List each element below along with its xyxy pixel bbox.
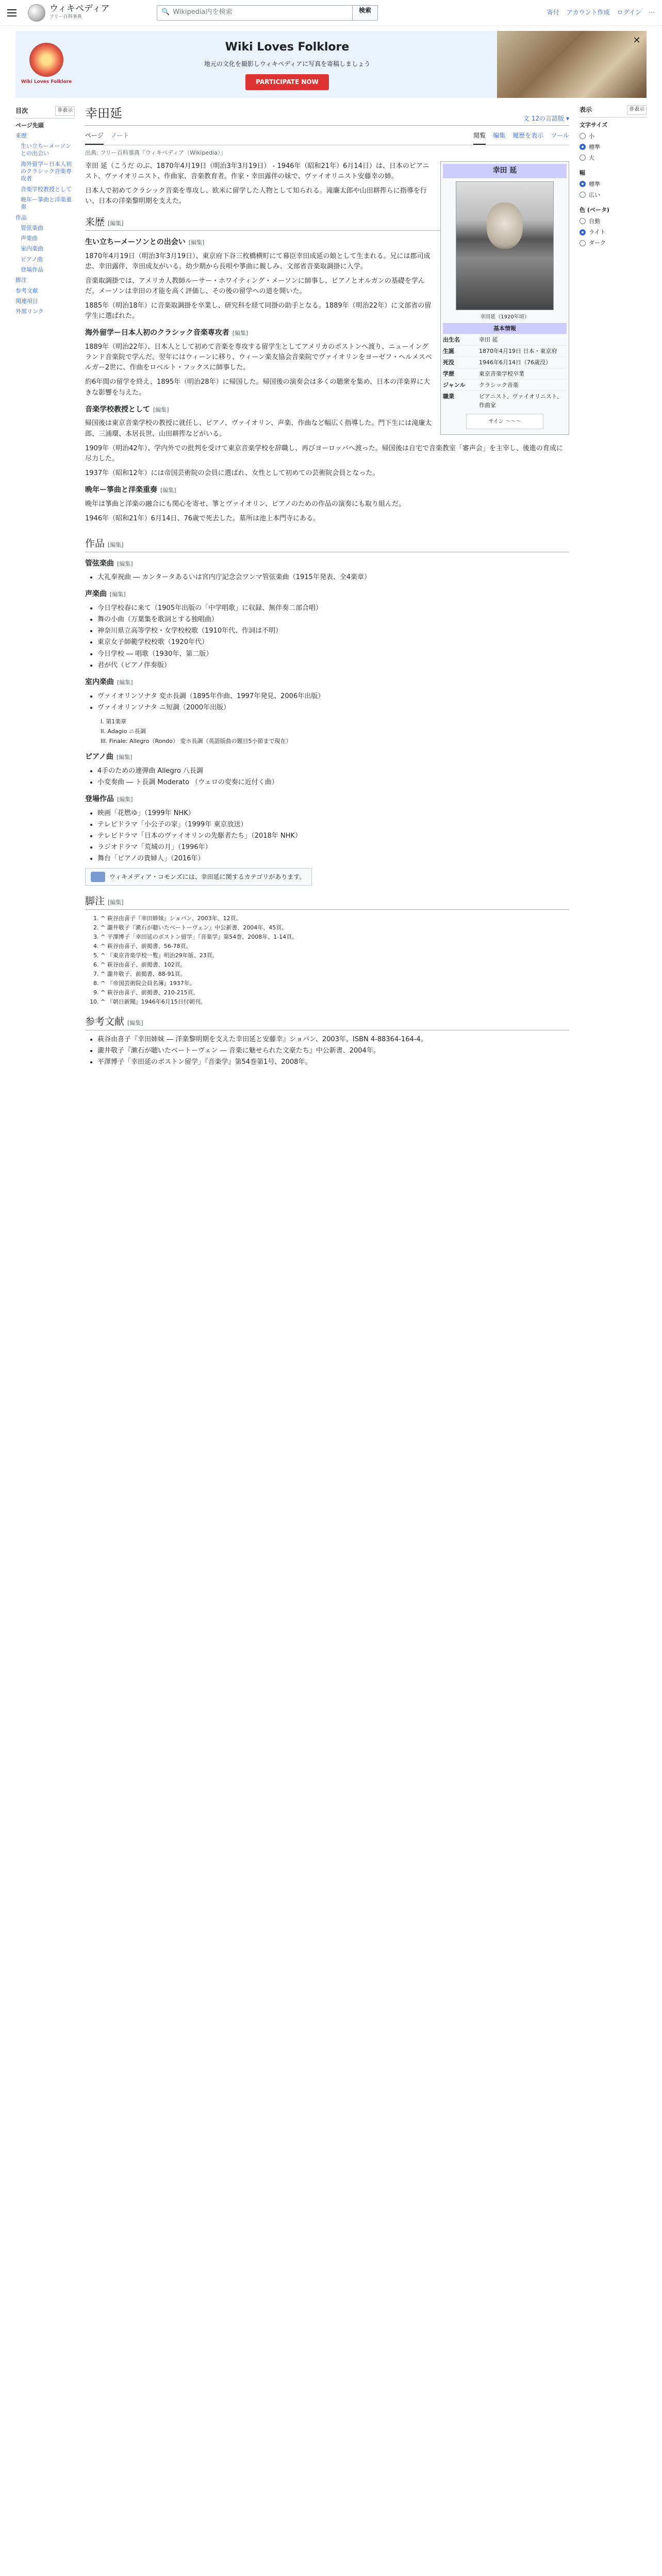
option-label: 標準 [589, 143, 600, 150]
search-icon: 🔍 [161, 8, 170, 16]
list-item: • 東京女子師範学校校歌（1920年代） [97, 637, 569, 648]
option-label: ダーク [589, 240, 606, 247]
edit-link[interactable]: [編集] [160, 487, 176, 494]
paragraph: 1889年（明治22年）、日本人として初めて音楽を専攻する留学生としてアメリカのボストンへ渡り、ニューイングランド音楽院で学んだ。翌年にはウィーンに移り、ウィーン楽友協会音楽院でヴァイオリンをヨーゼフ・ヘルメスベルガー2世に、作曲をロベルト・フックスに師事した。 [85, 343, 432, 372]
paragraph: 晩年は箏曲と洋楽の融合にも関心を寄せ、箏とヴァイオリン、ピアノのための作品の演奏にも取り組んだ。 [85, 500, 406, 508]
display-header [580, 105, 647, 117]
option-group-label: 文字サイズ [580, 121, 608, 128]
search-input[interactable] [157, 5, 353, 21]
list-item: 6. ^ 萩谷由喜子、前掲書、102頁。 [101, 960, 569, 969]
toc-item[interactable]: 関連項目 [15, 297, 38, 304]
edit-link[interactable]: [編集] [117, 795, 133, 803]
list-item: • 君が代（ピアノ伴奏版） [97, 660, 569, 671]
toc-item[interactable]: 登場作品 [21, 266, 43, 274]
toc-item[interactable]: 参考文献 [15, 287, 38, 294]
infobox-label: 出生名 [443, 336, 460, 344]
toc-item[interactable]: 作品 [15, 214, 27, 221]
list-item: 2. ^ 瀧井敬子『漱石が聴いたベートーヴェン』中公新書、2004年、45頁。 [101, 923, 569, 932]
banner-title: Wiki Loves Folklore [225, 41, 350, 54]
infobox-row [443, 345, 567, 357]
edit-link[interactable]: [編集] [116, 754, 133, 761]
tagline: 出典: フリー百科事典『ウィキペディア（Wikipedia）』 [85, 149, 226, 156]
infobox-title: 幸田 延 [443, 164, 567, 178]
list-item: II. Adagio ニ長調 [101, 727, 146, 735]
list-item: • テレビドラマ「小公子の家」（1999年 東京放送） [97, 820, 569, 830]
toc-item[interactable]: 外部リンク [15, 308, 44, 315]
list-item: • ラジオドラマ「荒城の月」（1996年） [97, 842, 569, 853]
table-of-contents [15, 104, 75, 1072]
infobox-label: ジャンル [443, 382, 466, 389]
commons-icon [91, 872, 105, 882]
list-item: • 瀧井敬子『漱石が聴いたベートーヴェン ― 音楽に魅せられた文豪たち』中公新書、2004年。 [97, 1046, 569, 1056]
edit-link[interactable]: [編集] [108, 541, 124, 549]
signature-glyph: 〜〜〜 [505, 418, 521, 425]
list-item: III. Finale: Allegro（Rondo） 変ホ長調（英語版曲の題目5小節まで現在） [101, 737, 292, 744]
display-option-group [580, 206, 647, 248]
edit-link[interactable]: [編集] [188, 239, 205, 246]
campaign-banner [15, 31, 647, 98]
list-piano [97, 766, 569, 788]
paragraph: 1885年（明治18年）に音楽取調掛を卒業し、研究科を経て同掛の助手となる。1889年（明治22年）に文部省の留学生に選ばれた。 [85, 302, 432, 320]
list-item: 10. ^ 『朝日新聞』1946年6月15日付朝刊。 [101, 997, 569, 1006]
radio-icon[interactable] [580, 192, 586, 198]
section-vocal: 声楽曲 [編集] [85, 590, 126, 599]
portrait-photo[interactable] [456, 181, 554, 310]
toc-item[interactable]: ピアノ曲 [21, 256, 43, 263]
search-button[interactable]: 検索 [353, 5, 378, 21]
display-option[interactable] [580, 227, 647, 238]
article-body [85, 161, 569, 1067]
photo-caption: 幸田延（1920年頃） [480, 314, 529, 320]
display-option[interactable] [580, 142, 647, 152]
tab-page[interactable]: ページ [85, 128, 104, 145]
list-item: • 映画「花燃ゆ」（1999年 NHK） [97, 808, 569, 819]
section-early: 生い立ちーメーソンとの出会い [編集] [85, 238, 205, 246]
list-item: 8. ^ 『帝国芸術院会員名簿』1937年。 [101, 979, 569, 988]
section-history: 来歴 [編集] [85, 215, 569, 230]
list-item: • 4手のための連弾曲 Allegro 八長調 [97, 766, 569, 776]
logo-subtitle: フリー百科事典 [49, 14, 82, 20]
radio-icon[interactable] [580, 218, 586, 224]
list-item: • 今日学校春に来て（1905年出版の「中学唱歌」に収録、無伴奏二部合唱） [97, 603, 569, 614]
language-count: 12の言語版 [531, 114, 564, 122]
infobox-value: 1870年4月19日 日本・東京府 [479, 348, 557, 355]
donate-link[interactable]: 寄付 [547, 9, 559, 16]
main-menu-button[interactable] [7, 6, 21, 20]
page-title: 幸田延 [85, 106, 122, 121]
infobox [440, 161, 569, 435]
section-orchestral: 管弦楽曲 [編集] [85, 559, 133, 568]
list-orchestral [97, 572, 569, 583]
signature-label: サイン [488, 418, 504, 425]
list-chamber [97, 691, 569, 713]
list-item: • 今日学校 ― 唱歌（1930年、第二版） [97, 649, 569, 659]
option-label: 小 [589, 132, 594, 140]
list-vocal [97, 603, 569, 671]
infobox-rows [443, 334, 567, 411]
section-media: 登場作品 [編集] [85, 794, 133, 803]
display-option[interactable] [580, 190, 647, 200]
close-icon[interactable]: ✕ [633, 35, 641, 46]
list-item: 3. ^ 平澤博子「幸田延のボストン留学」『音楽学』第54巻、2008年、1-14頁。 [101, 933, 569, 941]
section-piano: ピアノ曲 [編集] [85, 753, 133, 761]
edit-link[interactable]: [編集] [108, 899, 124, 906]
lead-paragraph: 幸田 延（こうだ のぶ、1870年4月19日（明治3年3月19日） - 1946年（昭和21年）6月14日）は、日本のピアニスト、ヴァイオリニスト、作曲家、音楽教育者。作家・幸田露伴の妹で、ヴァイオリニスト安藤幸の姉。 [85, 162, 429, 180]
list-item: • 小変奏曲 ― ト長調 Moderato （ウェロの変奏に近付く曲） [97, 777, 569, 788]
title-row [85, 104, 569, 126]
infobox-label: 生誕 [443, 348, 454, 355]
tab-read[interactable]: 閲覧 [473, 128, 486, 145]
paragraph: 1946年（昭和21年）6月14日、76歳で死去した。墓所は池上本門寺にある。 [85, 514, 320, 522]
infobox-row [443, 368, 567, 379]
tab-tools[interactable]: ツール [551, 132, 569, 140]
section-works: 作品 [編集] [85, 536, 569, 552]
participate-button[interactable]: PARTICIPATE NOW [245, 74, 329, 90]
wikipedia-globe-icon [28, 4, 45, 22]
display-option[interactable] [580, 131, 647, 142]
folklore-logo-icon [29, 43, 63, 77]
display-panel [580, 104, 647, 1072]
toc-item[interactable]: 晩年ー箏曲と洋楽重奏 [21, 196, 72, 211]
list-item: • 大礼奉祝曲 ― カンタータあるいは宮内庁記念会ワンマ管弦楽曲（1915年発表、全4楽章） [97, 572, 569, 583]
infobox-row [443, 379, 567, 391]
paragraph: 帰国後は東京音楽学校の教授に就任し、ピアノ、ヴァイオリン、声楽、作曲など幅広く指導した。門下生には滝廉太郎、三浦環、本居長世、山田耕筰などがいる。 [85, 419, 432, 438]
display-option[interactable] [580, 179, 647, 190]
radio-icon[interactable] [580, 144, 586, 150]
section-chamber: 室内楽曲 [編集] [85, 677, 133, 686]
paragraph: 音楽取調掛では、アメリカ人教師ルーサー・ホワイティング・メーソンに師事し、ピアノとオルガンの基礎を学んだ。メーソンは幸田の才能を高く評価し、その後の留学への道を開いた。 [85, 277, 425, 295]
paragraph: 1937年（昭和12年）には帝国芸術院の会員に選ばれ、女性として初めての芸術院会員となった。 [85, 469, 379, 477]
lead-paragraph-2: 日本人で初めてクラシック音楽を専攻し、欧米に留学した人物として知られる。滝廉太郎や山田耕筰らに指導を行い、日本の洋楽黎明期を支えた。 [85, 187, 427, 206]
chevron-down-icon: ▾ [566, 114, 569, 122]
infobox-value: 幸田 延 [479, 336, 498, 344]
infobox-value: 1946年6月14日（76歳没） [479, 359, 551, 366]
display-options [580, 121, 647, 249]
infobox-row [443, 391, 567, 411]
search-placeholder: Wikipedia内を検索 [173, 8, 233, 16]
user-links [547, 8, 655, 18]
radio-icon[interactable] [580, 133, 586, 139]
list-item: 7. ^ 瀧井敬子、前掲書、88-91頁。 [101, 970, 569, 978]
toc-item[interactable]: 生い立ちーメーソンとの出会い [21, 143, 72, 157]
list-item: 5. ^ 『東京音楽学校一覧』明治29年版、23頁。 [101, 951, 569, 960]
paragraph: 1909年（明治42年）、学内外での批判を受けて東京音楽学校を辞職し、再びヨーロッパへ渡った。帰国後は自宅で音楽教室「審声会」を主宰し、後進の育成に尽力した。 [85, 444, 563, 463]
toc-item[interactable]: ページ先頭 [15, 122, 44, 129]
banner-logo-text: Wiki Loves Folklore [21, 79, 72, 85]
display-option[interactable] [580, 216, 647, 227]
list-item: • 舞台「ピアノの貴婦人」（2016年） [97, 854, 569, 864]
site-header [0, 0, 662, 26]
radio-icon[interactable] [580, 229, 586, 235]
infobox-section: 基本情報 [443, 323, 567, 334]
commons-text[interactable]: ウィキメディア・コモンズには、幸田延に関するカテゴリがあります。 [109, 873, 306, 881]
list-item: • 舞の小曲（万葉集を歌詞とする独唱曲） [97, 615, 569, 625]
section-abroad: 海外留学ー日本人初のクラシック音楽専攻者 [編集] [85, 329, 249, 337]
tab-edit[interactable]: 編集 [493, 132, 506, 140]
page-layout [0, 98, 662, 1072]
list-item: I. 第1楽章 [101, 718, 127, 725]
section-bibliography: 参考文献 [編集] [85, 1014, 569, 1030]
option-group-label: 幅 [580, 169, 585, 176]
edit-link[interactable]: [編集] [108, 220, 124, 227]
site-logo[interactable] [28, 4, 157, 22]
toc-item[interactable]: 海外留学ー日本人初のクラシック音楽専攻者 [21, 160, 72, 182]
radio-icon[interactable] [580, 240, 586, 246]
toc-item[interactable]: 管弦楽曲 [21, 224, 43, 231]
toc-item[interactable]: 脚注 [15, 277, 27, 284]
edit-link[interactable]: [編集] [110, 591, 126, 598]
list-item: • テレビドラマ「日本のヴァイオリンの先駆者たち」（2018年 NHK） [97, 831, 569, 841]
list-item: 1. ^ 萩谷由喜子『幸田姉妹』ショパン、2003年、12頁。 [101, 914, 569, 923]
display-option[interactable] [580, 238, 647, 248]
list-item: • 神奈川県立高等学校・女学校校歌（1910年代、作詞は不明） [97, 626, 569, 636]
infobox-label: 学歴 [443, 370, 454, 378]
list-item: • 平澤博子「幸田延のボストン留学」『音楽学』第54巻第1号、2008年。 [97, 1057, 569, 1067]
section-late: 晩年ー箏曲と洋楽重奏 [編集] [85, 486, 176, 495]
main-content [75, 104, 580, 1072]
edit-link[interactable]: [編集] [232, 330, 249, 337]
option-label: 広い [589, 191, 600, 198]
edit-link[interactable]: [編集] [117, 560, 133, 567]
edit-link[interactable]: [編集] [153, 406, 169, 413]
edit-link[interactable]: [編集] [127, 1020, 143, 1027]
infobox-value: ピアニスト、ヴァイオリニスト、作曲家 [479, 393, 562, 409]
display-hide-button[interactable]: 非表示 [627, 105, 647, 115]
infobox-label: 職業 [443, 393, 454, 400]
bibliography-list [97, 1035, 569, 1067]
option-label: ライト [589, 229, 606, 236]
list-item: • ヴァイオリンソナタ ニ短調（2000年出版） [97, 703, 569, 713]
display-option-group [580, 168, 647, 200]
list-movements [101, 717, 569, 745]
translate-icon: 文 [523, 114, 529, 122]
display-option[interactable] [580, 152, 647, 163]
radio-icon[interactable] [580, 181, 586, 187]
search-form [157, 5, 378, 21]
banner-photo [497, 31, 647, 98]
list-media [97, 808, 569, 865]
language-button[interactable] [523, 114, 569, 124]
toc-hide-button[interactable]: 非表示 [55, 106, 75, 116]
infobox-row [443, 334, 567, 345]
toc-list [15, 121, 75, 317]
radio-icon[interactable] [580, 155, 586, 161]
option-group-label: 色 (ベータ) [580, 206, 609, 213]
signature-image [466, 414, 543, 429]
create-account-link[interactable]: アカウント作成 [566, 9, 610, 16]
infobox-value: クラシック音楽 [479, 382, 519, 389]
toc-title: 目次 [15, 107, 28, 114]
toc-item[interactable]: 音楽学校教授として [21, 185, 72, 193]
display-title: 表示 [580, 106, 592, 113]
toc-item[interactable]: 来歴 [15, 132, 27, 139]
portrait-face [487, 202, 523, 249]
list-item: 4. ^ 萩谷由喜子、前掲書、56-78頁。 [101, 942, 569, 951]
tab-history[interactable]: 履歴を表示 [512, 132, 544, 140]
banner-text: 地元の文化を撮影しウィキペディアに写真を寄稿しましょう [204, 60, 371, 68]
toc-item[interactable]: 室内楽曲 [21, 245, 43, 252]
banner-logo [15, 31, 77, 98]
paragraph: 約6年間の留学を終え、1895年（明治28年）に帰国した。帰国後の演奏会は多くの聴衆を集め、日本の洋楽界に大きな影響を与えた。 [85, 378, 431, 397]
option-label: 自動 [589, 217, 600, 225]
infobox-value: 東京音楽学校卒業 [479, 370, 524, 378]
login-link[interactable]: ログイン [617, 9, 641, 16]
edit-link[interactable]: [編集] [117, 679, 133, 686]
section-teacher: 音楽学校教授として [編集] [85, 405, 169, 414]
list-item: • 萩谷由喜子『幸田姉妹 ― 洋楽黎明期を支えた幸田延と安藤幸』ショパン、2003年。ISBN 4-88364-164-4。 [97, 1035, 569, 1045]
option-label: 大 [589, 154, 594, 161]
section-notes: 脚注 [編集] [85, 894, 569, 909]
infobox-label: 死没 [443, 359, 454, 366]
infobox-row [443, 357, 567, 368]
page-tabs [85, 128, 569, 145]
logo-title: ウィキペディア [49, 4, 110, 14]
list-item: 9. ^ 萩谷由喜子、前掲書、210-215頁。 [101, 988, 569, 997]
list-item: • ヴァイオリンソナタ 変ホ長調（1895年作曲、1997年発見、2006年出版） [97, 691, 569, 702]
reference-list [101, 914, 569, 1006]
commons-box [85, 868, 312, 886]
banner-body [77, 39, 497, 90]
tab-talk[interactable]: ノート [110, 132, 129, 140]
toc-item[interactable]: 声楽曲 [21, 235, 38, 242]
more-options-icon[interactable]: ⋯ [649, 9, 655, 16]
paragraph: 1870年4月19日（明治3年3月19日）、東京府下谷三枚橋横町にて幕臣幸田成延の娘として生まれる。兄には郡司成忠、幸田露伴、幸田成友がいる。幼少期から長唄や箏曲に親しみ、文部省音楽取調掛に入学。 [85, 252, 431, 270]
toc-header [15, 106, 75, 118]
option-label: 標準 [589, 180, 600, 188]
display-option-group [580, 121, 647, 163]
